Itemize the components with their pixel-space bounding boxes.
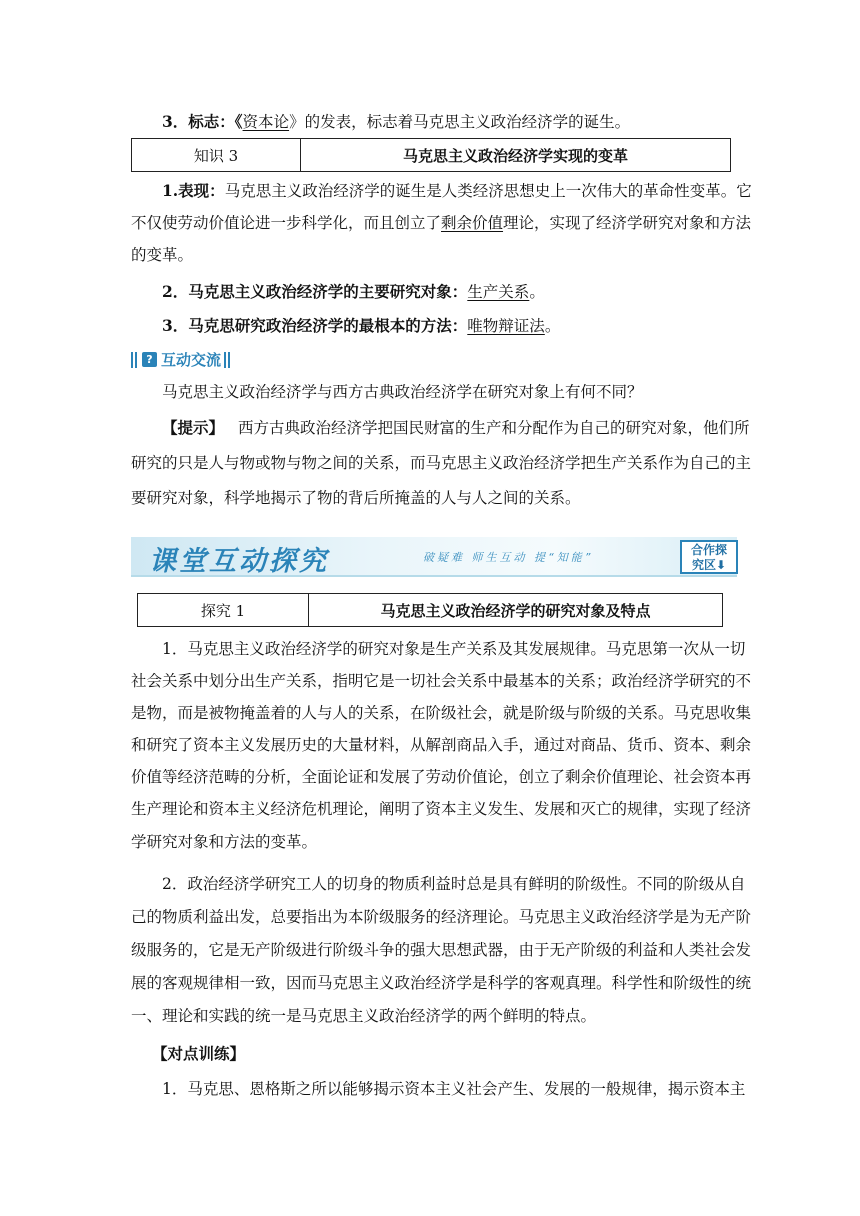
banner-title: 课堂互动探究 bbox=[149, 546, 329, 577]
k3-para1-line2 bbox=[131, 213, 752, 233]
knowledge-3-table bbox=[131, 138, 731, 172]
para1-line: 和研究了资本主义发展历史的大量材料，从解剖商品入手，通过对商品、货币、资本、剩余 bbox=[131, 736, 752, 754]
para2-line: 级服务的，它是无产阶级进行阶级斗争的强大思想武器，由于无产阶级的利益和人类社会发 bbox=[131, 941, 752, 959]
k3-point3-text: 3．马克思研究政治经济学的最根本的方法： bbox=[162, 316, 468, 335]
para1-line: 价值等经济范畴的分析，全面论证和发展了劳动价值论，创立了剩余价值理论、社会资本再 bbox=[131, 768, 752, 786]
explore-label: 探究 1 bbox=[138, 594, 309, 626]
interaction-question: 马克思主义政治经济学与西方古典政治经济学在研究对象上有何不同？ bbox=[162, 383, 643, 401]
production-relations-underlined: 生产关系 bbox=[467, 283, 530, 301]
k3-text: 不仅使劳动价值论进一步科学化，而且创立了 bbox=[131, 214, 442, 232]
marker-prefix: 3．标志：《 bbox=[162, 112, 243, 131]
para2-line: 己的物质利益出发，总要指出为本阶级服务的经济理论。马克思主义政治经济学是为无产阶 bbox=[131, 908, 752, 926]
explore-title: 马克思主义政治经济学的研究对象及特点 bbox=[380, 601, 651, 620]
surplus-value-underlined: 剩余价值 bbox=[441, 214, 504, 232]
capital-underlined: 资本论 bbox=[242, 113, 290, 131]
k3-point3 bbox=[162, 316, 762, 336]
explore-1-table bbox=[137, 593, 723, 627]
k3-para1-line3: 的变革。 bbox=[131, 246, 194, 264]
cooperation-badge bbox=[680, 540, 738, 574]
k3-text: 马克思主义政治经济学的诞生是人类经济思想史上一次伟大的革命性变革。它 bbox=[224, 182, 752, 200]
tag-bar bbox=[224, 352, 226, 368]
marker-suffix: 》的发表，标志着马克思主义政治经济学的诞生。 bbox=[289, 113, 631, 131]
knowledge-label: 知识 3 bbox=[132, 139, 301, 171]
tag-bar bbox=[228, 352, 230, 368]
hint-line3: 要研究对象，科学地揭示了物的背后所掩盖的人与人之间的关系。 bbox=[131, 489, 581, 507]
question-1: 1．马克思、恩格斯之所以能够揭示资本主义社会产生、发展的一般规律，揭示资本主 bbox=[162, 1080, 746, 1098]
hint-label: 【提示】 bbox=[162, 418, 225, 437]
para1-line: 是物，而是被物掩盖着的人与人的关系，在阶级社会，就是阶级与阶级的关系。马克思收集 bbox=[131, 704, 752, 722]
practice-label: 【对点训练】 bbox=[152, 1044, 246, 1063]
para2-line: 2．政治经济学研究工人的切身的物质利益时总是具有鲜明的阶级性。不同的阶级从自 bbox=[162, 875, 746, 893]
hint-line1 bbox=[162, 418, 762, 438]
section-banner bbox=[131, 537, 737, 577]
dialectics-underlined: 唯物辩证法 bbox=[467, 317, 545, 335]
interaction-tag-label: 互动交流 bbox=[161, 351, 222, 369]
para2-line: 一、理论和实践的统一是马克思主义政治经济学的两个鲜明的特点。 bbox=[131, 1007, 597, 1025]
knowledge-title: 马克思主义政治经济学实现的变革 bbox=[402, 146, 628, 165]
badge-line1: 合作探 bbox=[690, 543, 727, 557]
para1-line: 社会关系中划分出生产关系，指明它是一切社会关系中最基本的关系；政治经济学研究的不 bbox=[131, 672, 752, 690]
hint-line2: 研究的只是人与物或物与物之间的关系，而马克思主义政治经济学把生产关系作为自己的主 bbox=[131, 454, 752, 472]
punct: 。 bbox=[544, 317, 561, 335]
punct: 。 bbox=[529, 283, 545, 301]
para1-line: 1．马克思主义政治经济学的研究对象是生产关系及其发展规律。马克思第一次从一切 bbox=[162, 640, 746, 658]
k3-para1-line1 bbox=[162, 181, 762, 201]
k3-point2-text: 2．马克思主义政治经济学的主要研究对象： bbox=[162, 282, 468, 301]
k3-performance-label: 1.表现： bbox=[162, 181, 225, 200]
k3-point2 bbox=[162, 282, 762, 302]
para1-line: 生产理论和资本主义经济危机理论，阐明了资本主义发生、发展和灭亡的规律，实现了经济 bbox=[131, 800, 752, 818]
marker-line bbox=[162, 112, 762, 132]
para2-line: 展的客观规律相一致，因而马克思主义政治经济学是科学的客观真理。科学性和阶级性的统 bbox=[131, 974, 752, 992]
para1-line: 学研究对象和方法的变革。 bbox=[131, 833, 318, 851]
question-icon: ? bbox=[142, 352, 157, 367]
tag-bar bbox=[131, 352, 133, 368]
tag-bar bbox=[135, 352, 137, 368]
interaction-tag bbox=[131, 349, 232, 370]
banner-subtitle: 破疑难 师生互动 提“知能” bbox=[423, 551, 594, 564]
k3-text: 理论，实现了经济学研究对象和方法 bbox=[503, 214, 752, 232]
hint-text: 西方古典政治经济学把国民财富的生产和分配作为自己的研究对象，他们所 bbox=[238, 419, 750, 437]
badge-line2: 究区⬇ bbox=[691, 558, 727, 572]
